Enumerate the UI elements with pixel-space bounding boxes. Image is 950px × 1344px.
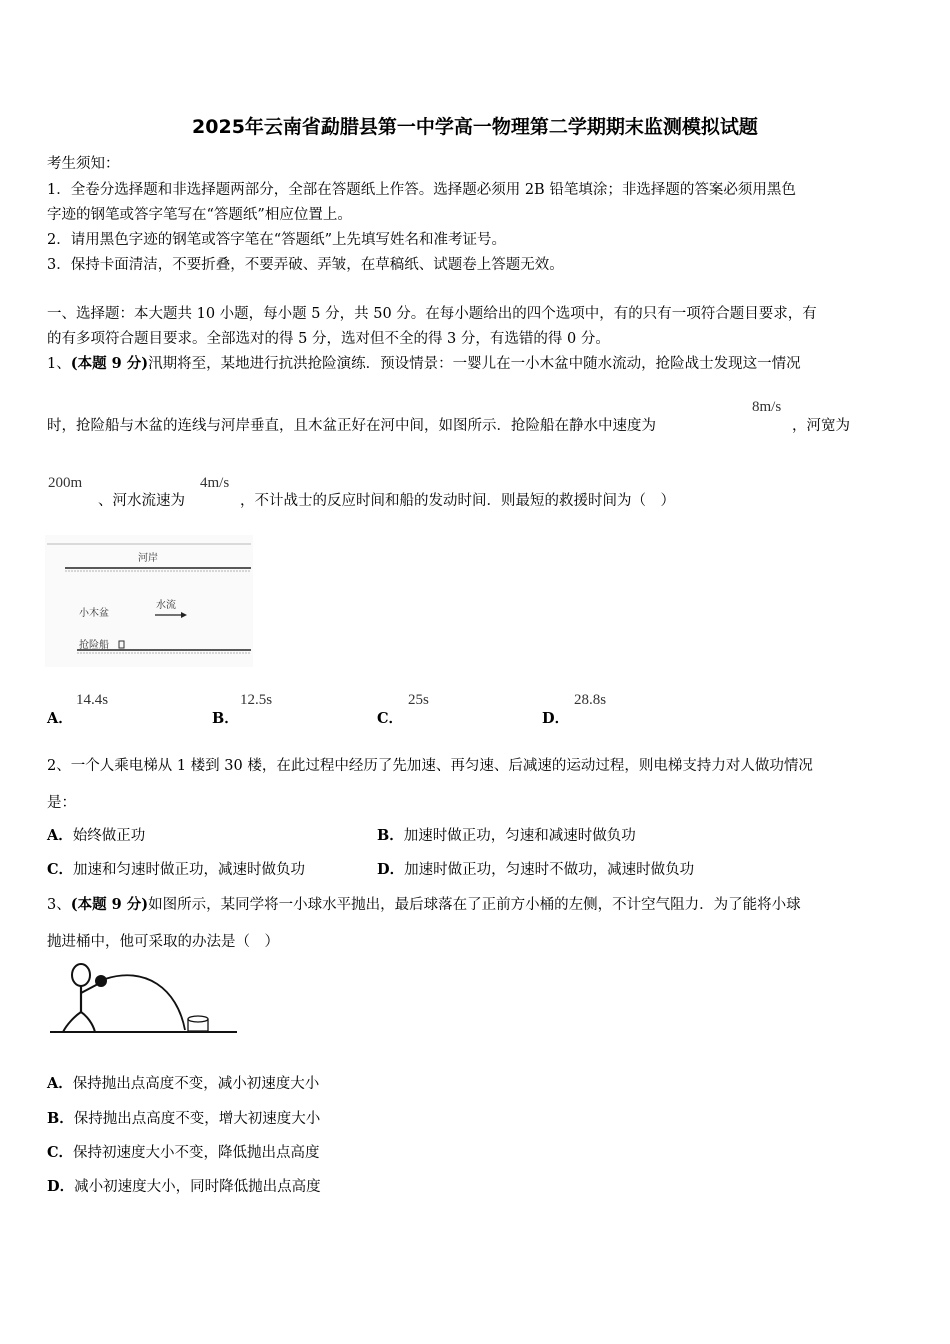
basin-label: 小木盆 xyxy=(79,608,109,619)
q3-option-a-text: 保持抛出点高度不变，减小初速度大小 xyxy=(72,1076,320,1092)
q1-text-1: 汛期将至，某地进行抗洪抢险演练．预设情景：一婴儿在一小木盆中随水流动，抢险战士发现这一情况 xyxy=(148,356,801,372)
q2-option-d-text: 加速时做正功，匀速时不做功，减速时做负功 xyxy=(404,862,695,878)
q2-option-a-label: A． xyxy=(47,827,73,844)
q2-option-d-label: D． xyxy=(377,861,405,878)
q3-option-a-label: A． xyxy=(47,1075,73,1092)
q3-option-c-label: C． xyxy=(47,1144,74,1161)
q1-river-width-label: ，河宽为 xyxy=(792,418,850,434)
q3-number: 3、 xyxy=(47,897,71,913)
q1-option-b-label: B． xyxy=(212,710,239,727)
trajectory xyxy=(105,975,185,1030)
q1-line-3-b: ，不计战士的反应时间和船的发动时间．则最短的救援时间为（ ） xyxy=(240,493,675,509)
person-head xyxy=(72,964,90,986)
q1-line-2: 时，抢险船与木盆的连线与河岸垂直，且木盆正好在河中间，如图所示．抢险船在静水中速度为 xyxy=(47,418,656,434)
q1-line-3-a: 、河水流速为 xyxy=(98,493,185,509)
q1-tag: (本题 9 分) xyxy=(70,355,149,372)
q3-tag: (本题 9 分) xyxy=(70,896,149,913)
q2-option-a-text: 始终做正功 xyxy=(72,828,146,844)
q3-line-2: 抛进桶中，他可采取的办法是（ ） xyxy=(47,934,279,950)
q3-option-b-text: 保持抛出点高度不变，增大初速度大小 xyxy=(73,1111,321,1127)
q3-text-1: 如图所示，某同学将一小球水平抛出，最后球落在了正前方小桶的左侧，不计空气阻力．为了能将小球 xyxy=(148,897,801,913)
boat-label: 抢险船 xyxy=(79,640,109,651)
river-diagram xyxy=(45,535,253,667)
section-1-line-1: 一、选择题：本大题共 10 小题，每小题 5 分，共 50 分。在每小题给出的四个选项中，有的只有一项符合题目要求，有 xyxy=(47,306,817,322)
bank-label: 河岸 xyxy=(138,553,158,564)
q2-option-d xyxy=(377,858,694,879)
page-title: 2025年云南省勐腊县第一中学高一物理第二学期期末监测模拟试题 xyxy=(192,116,758,138)
notice-item-1-line-2: 字迹的钢笔或答字笔写在“答题纸”相应位置上。 xyxy=(47,207,352,223)
q1-option-c-label: C． xyxy=(377,710,404,727)
q3-option-d-label: D． xyxy=(47,1178,75,1195)
person-left-leg xyxy=(63,1012,81,1032)
q2-line-1: 2、一个人乘电梯从 1 楼到 30 楼，在此过程中经历了先加速、再匀速、后减速的运动过程，则电梯支持力对人做功情况 xyxy=(47,758,813,774)
q1-river-width: 200m xyxy=(48,475,83,491)
person-right-leg xyxy=(81,1012,95,1032)
q2-option-b-text: 加速时做正功，匀速和减速时做负功 xyxy=(403,828,636,844)
q3-option-b xyxy=(47,1107,320,1128)
q1-option-a-label: A． xyxy=(47,710,73,727)
q1-figure xyxy=(45,535,253,667)
q3-option-a xyxy=(47,1072,319,1093)
q2-option-c-label: C． xyxy=(47,861,74,878)
q1-option-c-value: 25s xyxy=(408,692,429,708)
q3-line-1 xyxy=(47,893,801,914)
q1-option-d-value: 28.8s xyxy=(574,692,607,708)
q3-option-d xyxy=(47,1175,321,1196)
q3-option-c-text: 保持初速度大小不变，降低抛出点高度 xyxy=(73,1145,320,1161)
notice-item-1-line-1: 1．全卷分选择题和非选择题两部分，全部在答题纸上作答。选择题必须用 2B 铅笔填涂；非选择题的答案必须用黑色 xyxy=(47,182,796,198)
q1-boat-speed: 8m/s xyxy=(752,399,782,415)
q1-option-d-label: D． xyxy=(542,710,570,727)
throw-diagram xyxy=(45,960,240,1040)
q1-water-speed: 4m/s xyxy=(200,475,230,491)
notice-item-2: 2．请用黑色字迹的钢笔或答字笔在“答题纸”上先填写姓名和准考证号。 xyxy=(47,232,507,248)
notice-item-3: 3．保持卡面清洁，不要折叠，不要弄破、弄皱，在草稿纸、试题卷上答题无效。 xyxy=(47,257,564,273)
notice-heading: 考生须知： xyxy=(47,156,120,172)
q3-option-d-text: 减小初速度大小，同时降低抛出点高度 xyxy=(74,1179,321,1195)
q2-option-c xyxy=(47,858,305,879)
q2-option-c-text: 加速和匀速时做正功，减速时做负功 xyxy=(73,862,306,878)
q2-option-b xyxy=(377,824,636,845)
q1-option-a-value: 14.4s xyxy=(76,692,109,708)
q1-option-b-value: 12.5s xyxy=(240,692,273,708)
q2-option-a xyxy=(47,824,145,845)
q3-option-b-label: B． xyxy=(47,1110,74,1127)
q3-option-c xyxy=(47,1141,320,1162)
q1-number: 1、 xyxy=(47,356,71,372)
section-1-line-2: 的有多项符合题目要求。全部选对的得 5 分，选对但不全的得 3 分，有选错的得 0 分。 xyxy=(47,331,610,347)
ball xyxy=(95,975,107,987)
q2-line-2: 是： xyxy=(47,795,76,811)
bucket-rim xyxy=(188,1016,208,1022)
q3-figure xyxy=(45,960,240,1040)
q2-option-b-label: B． xyxy=(377,827,404,844)
q1-line-1 xyxy=(47,352,801,373)
flow-label: 水流 xyxy=(156,600,176,611)
